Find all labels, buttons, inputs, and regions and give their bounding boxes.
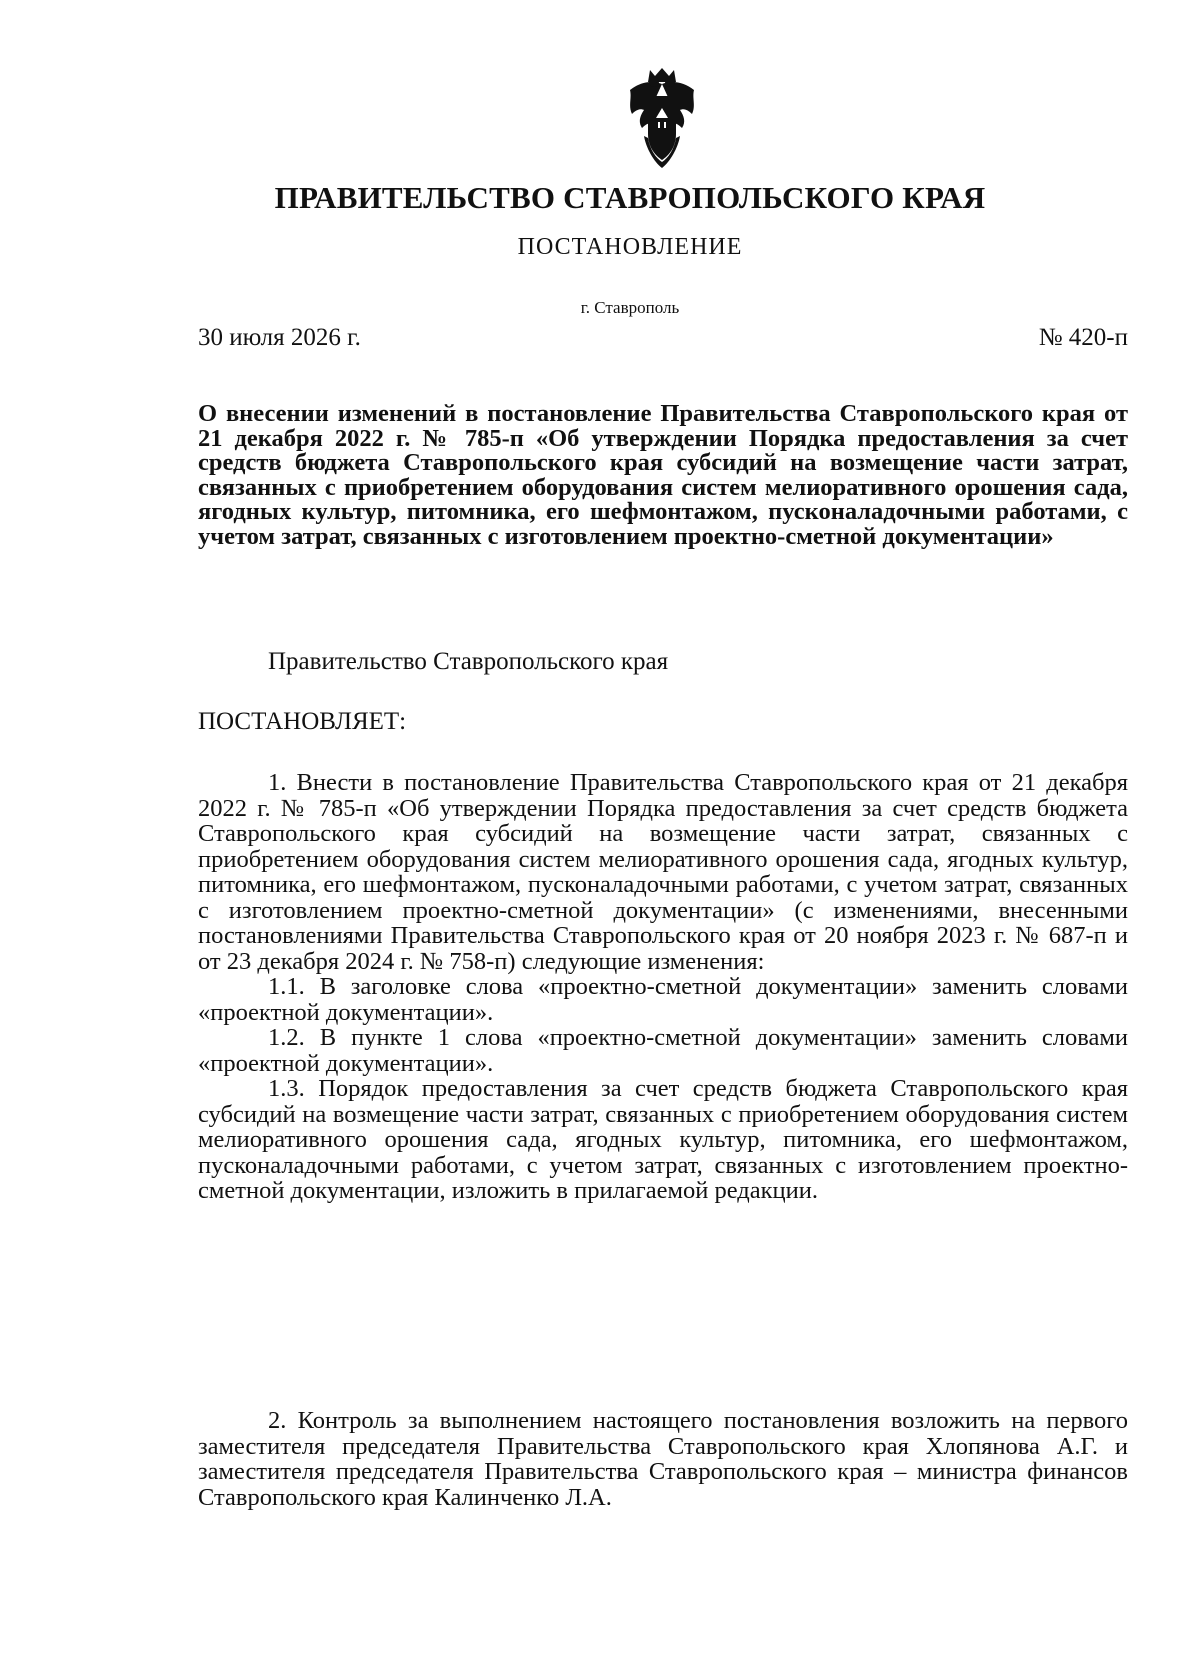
document-subject: О внесении изменений в постановление Правительства Ставропольского края от 21 декабря 2022 г. № 785-п «Об утверждении Порядка предоставления за счет средств бюджета Ставропольского края субсидий на возмещение части затрат, связанных с приобретением оборудования систем мелиоративного орошения сада, ягодных культур, питомника, его шефмонтажом, пусконаладочными работами, с учетом затрат, связанных с изготовлением проектно-сметной документации»	[198, 400, 1128, 550]
paragraph-2: 2. Контроль за выполнением настоящего постановления возложить на первого заместителя председателя Правительства Ставропольского края Хлопянова А.Г. и заместителя председателя Правительства Ставропольского края – министра финансов Ставропольского края Калинченко Л.А.	[198, 1407, 1128, 1511]
paragraph-1-3: 1.3. Порядок предоставления за счет средств бюджета Ставропольского края субсидий на возмещение части затрат, связанных с приобретением оборудования систем мелиоративного орошения сада, ягодных культур, питомника, его шефмонтажом, пусконаладочными работами, с учетом затрат, связанных с изготовлением проектно-сметной документации, изложить в прилагаемой редакции.	[198, 1075, 1128, 1204]
document-type: ПОСТАНОВЛЕНИЕ	[517, 234, 743, 260]
paragraph-1-2: 1.2. В пункте 1 слова «проектно-сметной документации» заменить словами «проектной документации».	[198, 1024, 1128, 1077]
organization-title: ПРАВИТЕЛЬСТВО СТАВРОПОЛЬСКОГО КРАЯ	[274, 180, 986, 215]
coat-of-arms-icon	[622, 66, 702, 170]
paragraph-1-1: 1.1. В заголовке слова «проектно-сметной документации» заменить словами «проектной документации».	[198, 973, 1128, 1026]
resolves-heading: ПОСТАНОВЛЯЕТ:	[198, 708, 407, 735]
document-body	[198, 770, 1128, 1204]
paragraph-1: 1. Внести в постановление Правительства Ставропольского края от 21 декабря 2022 г. № 785-п «Об утверждении Порядка предоставления за счет средств бюджета Ставропольского края субсидий на возмещение части затрат, связанных с приобретением оборудования систем мелиоративного орошения сада, ягодных культур, питомника, его шефмонтажом, пусконаладочными работами, с учетом затрат, связанных с изготовлением проектно-сметной документации» (с изменениями, внесенными постановлениями Правительства Ставропольского края от 20 ноября 2023 г. № 687-п и от 23 декабря 2024 г. № 758-п) следующие изменения:	[198, 769, 1128, 975]
city: г. Ставрополь	[580, 298, 680, 317]
document-body-continued	[198, 1408, 1128, 1510]
preamble: Правительство Ставропольского края	[268, 648, 669, 675]
document-date: 30 июля 2026 г.	[198, 324, 361, 351]
document-number: № 420-п	[1038, 324, 1128, 351]
